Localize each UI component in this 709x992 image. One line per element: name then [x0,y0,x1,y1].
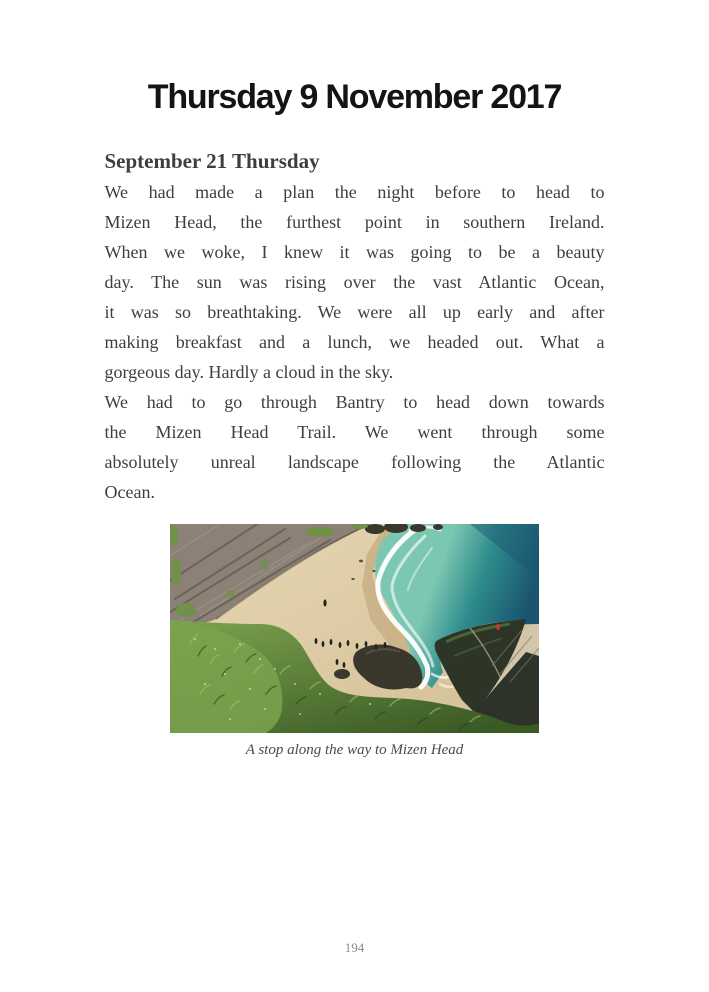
beach-photo-figure [170,524,539,759]
photo-caption: A stop along the way to Mizen Head [245,742,464,759]
section-heading: September 21 Thursday [104,149,320,174]
paragraph-line: Mizen Head, the furthest point in southern Ireland. [104,212,605,233]
beach-photo [170,524,539,733]
paragraph-line: day. The sun was rising over the vast Atlantic Ocean, [104,272,605,293]
page-number: 194 [344,940,365,955]
paragraph-line: gorgeous day. Hardly a cloud in the sky. [104,362,394,383]
paragraph [105,177,605,387]
paragraph-line: it was so breathtaking. We were all up early and after [104,302,605,323]
article [105,148,605,507]
paragraph-line: We had to go through Bantry to head down towards [104,392,605,413]
red-jacket-person [496,624,500,630]
paragraph-line: Ocean. [104,482,155,503]
paragraph-line: making breakfast and a lunch, we headed out. What a [104,332,605,353]
paragraph-line: We had made a plan the night before to head to [104,182,605,203]
paragraph [105,387,605,507]
paragraph-line: absolutely unreal landscape following the Atlantic [104,452,605,473]
page-title: Thursday 9 November 2017 [147,78,562,116]
paragraph-line: the Mizen Head Trail. We went through some [104,422,605,443]
paragraph-line: When we woke, I knew it was going to be a beauty [104,242,605,263]
